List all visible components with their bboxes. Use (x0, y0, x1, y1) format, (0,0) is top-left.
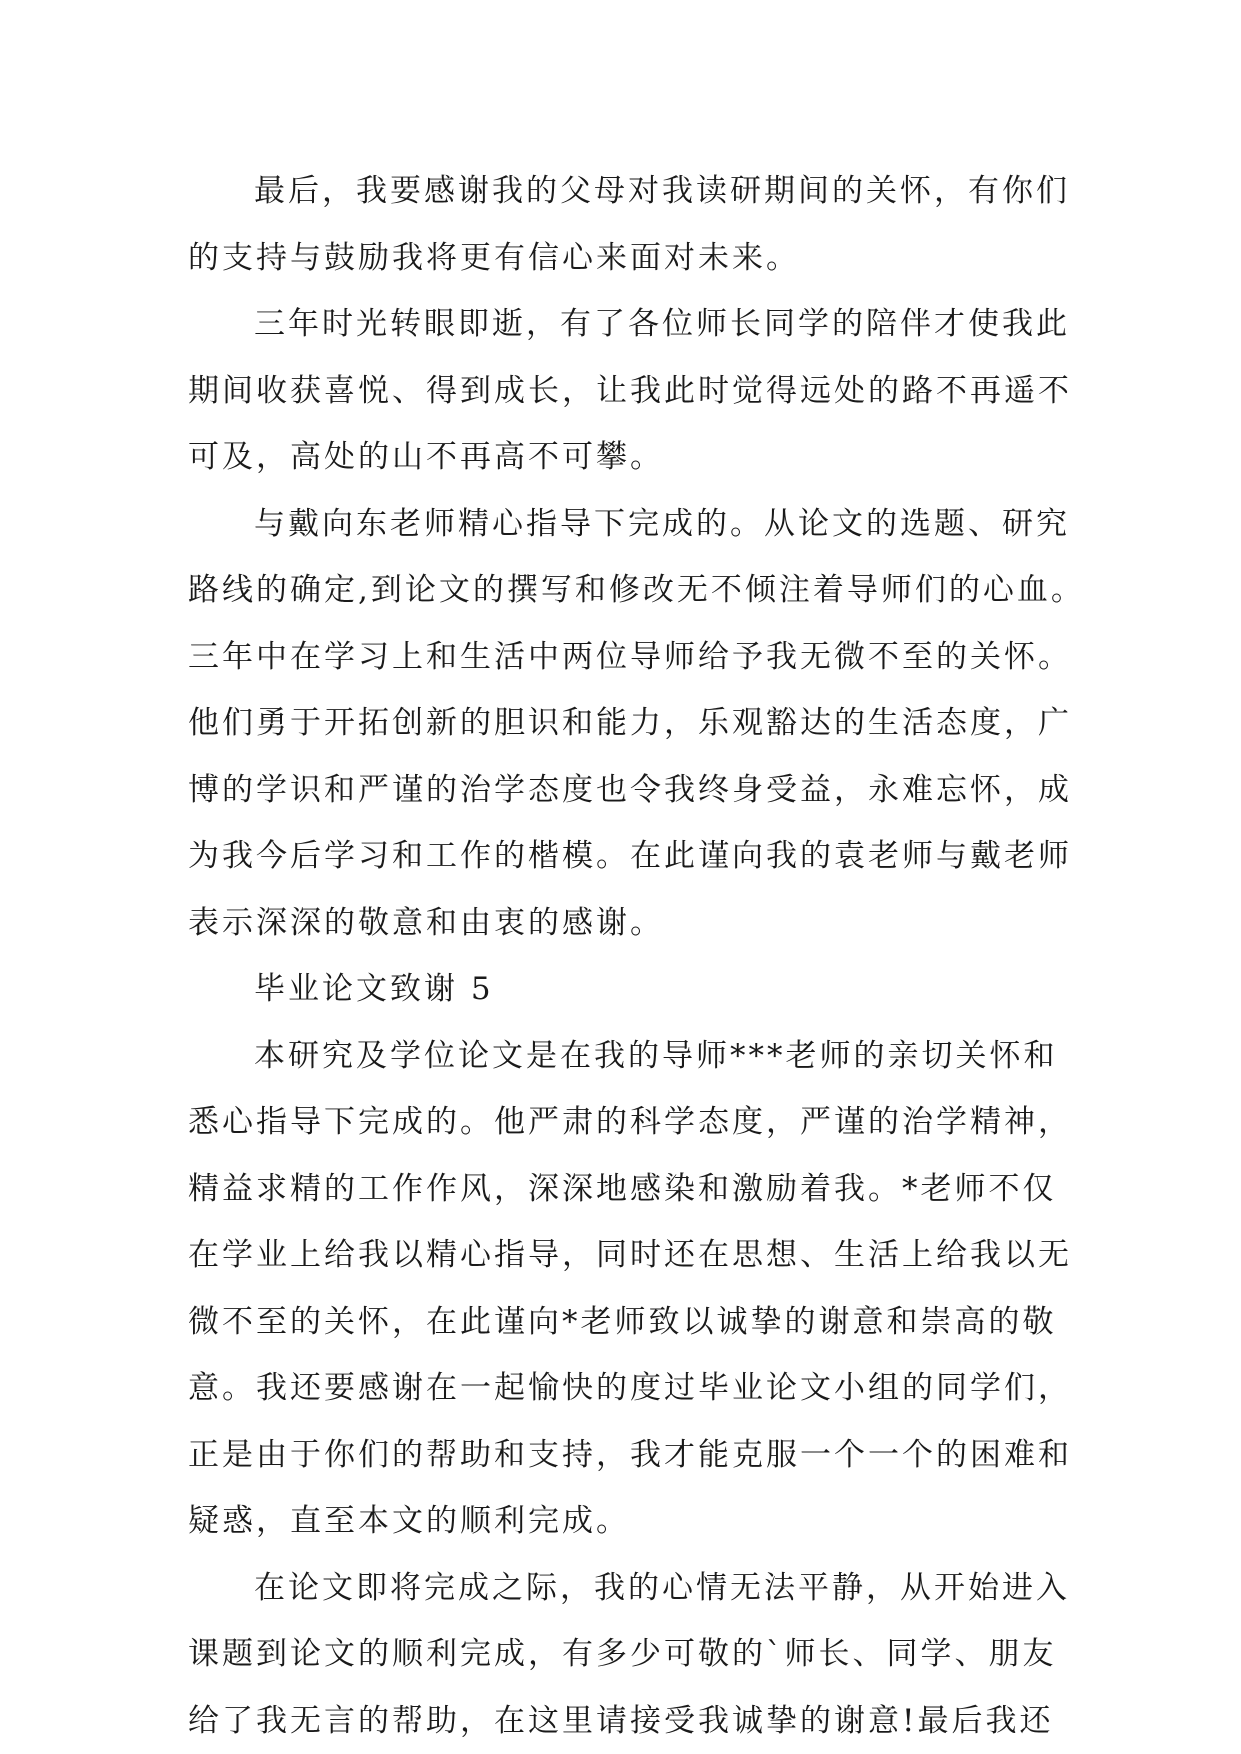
text-line: 微不至的关怀，在此谨向*老师致以诚挚的谢意和崇高的敬 (188, 1303, 1057, 1340)
text-line: 本研究及学位论文是在我的导师***老师的亲切关怀和 (254, 1037, 1058, 1074)
text-line: 的支持与鼓励我将更有信心来面对未来。 (188, 239, 800, 276)
text-line: 悉心指导下完成的。他严肃的科学态度，严谨的治学精神， (188, 1104, 1072, 1140)
text-line: 表示深深的敬意和由衷的感谢。 (188, 904, 664, 941)
text-line: 与戴向东老师精心指导下完成的。从论文的选题、研究 (254, 505, 1070, 542)
text-line: 博的学识和严谨的治学态度也令我终身受益，永难忘怀，成 (188, 771, 1072, 808)
text-line: 在论文即将完成之际，我的心情无法平静，从开始进入 (254, 1569, 1070, 1606)
text-line: 期间收获喜悦、得到成长，让我此时觉得远处的路不再遥不 (188, 372, 1072, 409)
text-line: 正是由于你们的帮助和支持，我才能克服一个一个的困难和 (188, 1436, 1072, 1473)
text-line: 路线的确定,到论文的撰写和修改无不倾注着导师们的心血。 (188, 572, 1085, 608)
text-line: 精益求精的工作作风，深深地感染和激励着我。*老师不仅 (188, 1170, 1057, 1207)
text-line: 课题到论文的顺利完成，有多少可敬的`师长、同学、朋友 (188, 1636, 1057, 1672)
text-line: 给了我无言的帮助，在这里请接受我诚挚的谢意!最后我还 (188, 1702, 1054, 1739)
document-body (188, 158, 1085, 1754)
text-line: 为我今后学习和工作的楷模。在此谨向我的袁老师与戴老师 (188, 838, 1072, 874)
text-line: 三年中在学习上和生活中两位导师给予我无微不至的关怀。 (188, 638, 1072, 675)
text-line: 可及，高处的山不再高不可攀。 (188, 439, 664, 475)
section-heading: 毕业论文致谢 5 (254, 971, 494, 1007)
text-line: 最后，我要感谢我的父母对我读研期间的关怀，有你们 (254, 173, 1070, 209)
text-line: 在学业上给我以精心指导，同时还在思想、生活上给我以无 (188, 1237, 1072, 1273)
text-line: 疑惑，直至本文的顺利完成。 (188, 1503, 630, 1539)
text-line: 意。我还要感谢在一起愉快的度过毕业论文小组的同学们， (188, 1370, 1072, 1406)
text-line: 他们勇于开拓创新的胆识和能力，乐观豁达的生活态度，广 (188, 705, 1072, 741)
text-line: 三年时光转眼即逝，有了各位师长同学的陪伴才使我此 (254, 306, 1070, 342)
